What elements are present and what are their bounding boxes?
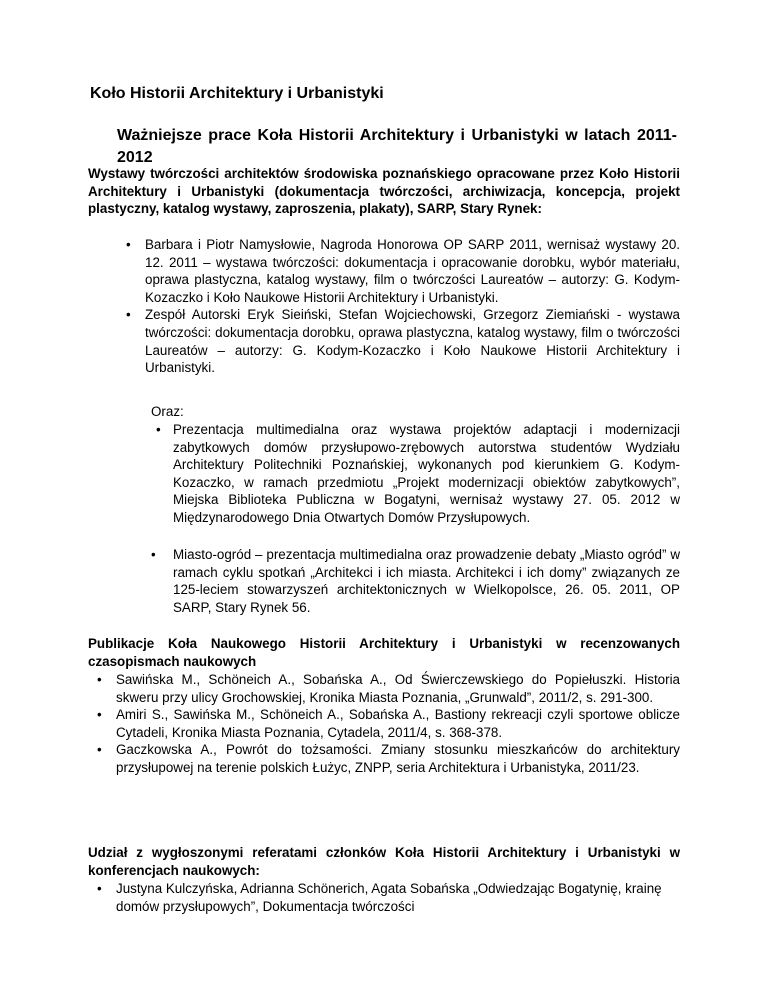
section-publications-heading: Publikacje Koła Naukowego Historii Architektury i Urbanistyki w recenzowanych czasopismach naukowych bbox=[88, 636, 680, 669]
list-item: • Barbara i Piotr Namysłowie, Nagroda Honorowa OP SARP 2011, wernisaż wystawy 20. 12. 2011 – wystawa twórczości: dokumentacja i opracowanie dorobku, wybór materiału, oprawa plastyczna, katalog wystawy, film o twórczości Laureatów – autorzy: G. Kodym-Kozaczko i Koło Naukowe Historii Architektury i Urbanistyki. bbox=[117, 236, 680, 306]
list-item: • Amiri S., Sawińska M., Schöneich A., Sobańska A., Bastiony rekreacji czyli sportowe oblicze Cytadeli, Kronika Miasta Poznania, Cytadela, 2011/4, s. 368-378. bbox=[88, 706, 680, 741]
list-item: • Prezentacja multimedialna oraz wystawa projektów adaptacji i modernizacji zabytkowych domów przysłupowo-zrębowych autorstwa studentów Wydziału Architektury Politechniki Poznańskiej, wykonanych pod kierunkiem G. Kodym-Kozaczko, w ramach przedmiotu „Projekt modernizacji obiektów zabytkowych”, Miejska Biblioteka Publiczna w Bogatyni, wernisaż wystawy 27. 05. 2012 w Międzynarodowego Dnia Otwartych Domów Przysłupowych. bbox=[151, 421, 680, 527]
list-item: • Gaczkowska A., Powrót do tożsamości. Zmiany stosunku mieszkańców do architektury przysłupowej na terenie polskich Łużyc, ZNPP, seria Architektura i Urbanistyka, 2011/23. bbox=[88, 741, 680, 776]
list-item: • Sawińska M., Schöneich A., Sobańska A., Od Świerczewskiego do Popiełuszki. Historia skweru przy ulicy Grochowskiej, Kronika Miasta Poznania, „Grunwald”, 2011/2, s. 291-300. bbox=[88, 671, 680, 706]
conferences-list bbox=[88, 880, 680, 915]
publications-list bbox=[88, 671, 680, 777]
exhibitions-list bbox=[117, 236, 680, 377]
list-item: • Miasto-ogród – prezentacja multimedialna oraz prowadzenie debaty „Miasto ogród” w ramach cyklu spotkań „Architekci i ich miasta. Architekci i ich domy” związanych ze 125-leciem stowarzyszeń architektonicznych w Wielkopolsce, 26. 05. 2011, OP SARP, Stary Rynek 56. bbox=[151, 546, 680, 616]
section-conferences-heading: Udział z wygłoszonymi referatami członków Koła Historii Architektury i Urbanistyki w konferencjach naukowych: bbox=[88, 845, 680, 878]
also-label: Oraz: bbox=[151, 404, 184, 419]
document-subtitle: Ważniejsze prace Koła Historii Architektury i Urbanistyki w latach 2011-2012 bbox=[117, 127, 677, 166]
list-item: • Zespół Autorski Eryk Sieiński, Stefan Wojciechowski, Grzegorz Ziemiański - wystawa twórczości: dokumentacja dorobku, oprawa plastyczna, katalog wystawy, film o twórczości Laureatów – autorzy: G. Kodym-Kozaczko i Koło Naukowe Historii Architektury i Urbanistyki. bbox=[117, 306, 680, 376]
also-list bbox=[151, 421, 680, 527]
also-list-2 bbox=[151, 546, 680, 616]
section-exhibitions-heading: Wystawy twórczości architektów środowiska poznańskiego opracowane przez Koło Historii Architektury i Urbanistyki (dokumentacja twórczości, archiwizacja, koncepcja, projekt plastyczny, katalog wystawy, zaproszenia, plakaty), SARP, Stary Rynek: bbox=[88, 166, 680, 217]
document-title: Koło Historii Architektury i Urbanistyki bbox=[90, 85, 384, 102]
list-item: • Justyna Kulczyńska, Adrianna Schönerich, Agata Sobańska „Odwiedzając Bogatynię, krainę domów przysłupowych”, Dokumentacja twórczości bbox=[88, 880, 680, 915]
